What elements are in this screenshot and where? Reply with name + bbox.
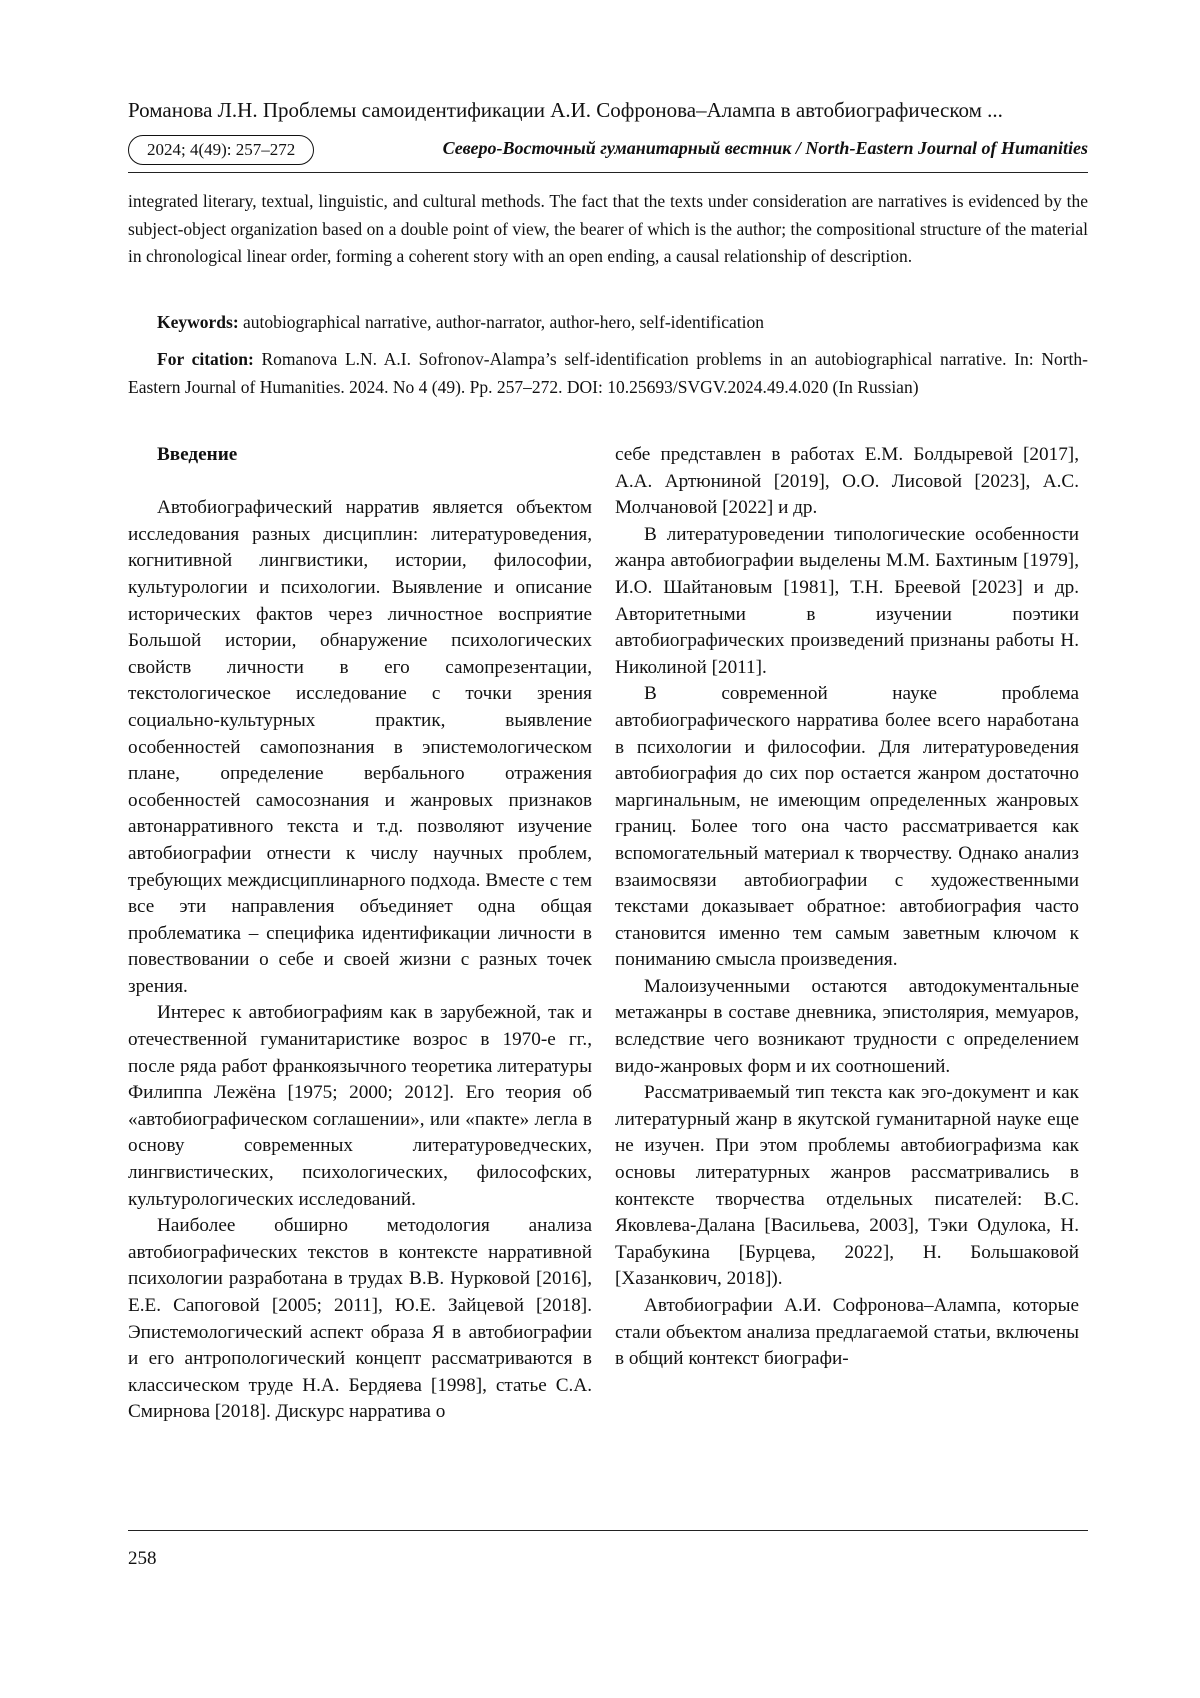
header-divider [128,172,1088,173]
paragraph: Рассматриваемый тип текста как эго-документ и как литературный жанр в якутской гуманитарной науке еще не изучен. При этом проблемы автобиографизма как основы литературных жанров рассматривались в контексте творчества отдельных писателей: В.С. Яковлева-Далана [Васильева, 2003], Тэки Одулока, Н. Тарабукина [Бурцева, 2022], Н. Большаковой [Хазанкович, 2018]). [615,1082,1079,1290]
keywords [128,308,1088,336]
paragraph: В литературоведении типологические особенности жанра автобиографии выделены М.М. Бахтиным [1979], И.О. Шайтановым [1981], Т.Н. Бреевой [2023] и др. Авторитетными в изучении поэтики автобиографических произведений признаны работы Н. Николиной [2011]. [615,523,1079,678]
paragraph: Автобиографический нарратив является объектом исследования разных дисциплин: литературоведения, когнитивной лингвистики, истории, философии, культурологии и психологии. Выявление и описание исторических фактов через личностное восприятие Большой истории, обнаружение психологических свойств личности в его самопрезентации, текстологическое исследование с точки зрения социально-культурных практик, выявление особенностей самопознания в эпистемологическом плане, определение вербального отражения особенностей самосознания и жанровых признаков автонарративного текста и т.д. позволяют изучение автобиографии отнести к числу научных проблем, требующих междисциплинарного подхода. Вместе с тем все эти направления объединяет одна общая проблематика – специфика идентификации личности в повествовании о себе и своей жизни с разных точек зрения. [128,497,592,997]
keywords-text: autobiographical narrative, author-narrator, author-hero, self-identification [238,312,764,332]
right-column [615,442,1079,1373]
footer-divider [128,1530,1088,1531]
paragraph-continued: себе представлен в работах Е.М. Болдыревой [2017], А.А. Артюниной [2019], О.О. Лисовой [2023], А.С. Молчановой [2022] и др. [615,444,1079,519]
paragraph: Наиболее обширно методология анализа автобиографических текстов в контексте нарративной психологии разработана в трудах В.В. Нурковой [2016], Е.Е. Сапоговой [2005; 2011], Ю.Е. Зайцевой [2018]. Эпистемологический аспект образа Я в автобиографии и его антропологический концепт рассматриваются в классическом труде Н.А. Бердяева [1998], статье С.А. Смирнова [2018]. Дискурс нарратива о [128,1215,592,1423]
citation [128,346,1088,401]
issue-badge: 2024; 4(49): 257–272 [128,135,314,165]
citation-label: For citation: [157,349,254,369]
left-column [128,442,592,1426]
paragraph: В современной науке проблема автобиографического нарратива более всего наработана в психологии и философии. Для литературоведения автобиография до сих пор остается жанром достаточно маргинальным, не имеющим определенных жанровых границ. Более того она часто рассматривается как вспомогательный материал к творчеству. Однако анализ взаимосвязи автобиографии с художественными текстами доказывает обратное: автобиография часто становится именно тем самым заветным ключом к пониманию смысла произведения. [615,683,1079,971]
running-title: Романова Л.Н. Проблемы самоидентификации А.И. Софронова–Алампа в автобиографическом ... [128,98,1003,122]
keywords-label: Keywords: [157,312,239,332]
citation-text: Romanova L.N. A.I. Sofronov-Alampa’s self-identification problems in an autobiographical narrative. In: North-Eastern Journal of Humanities. 2024. No 4 (49). Pp. 257–272. DOI: 10.25693/SVGV.2024.49.4.020 (In Russian) [128,349,1088,397]
paragraph: Интерес к автобиографиям как в зарубежной, так и отечественной гуманитаристике возрос в 1970-е гг., после ряда работ франкоязычного теоретика литературы Филиппа Лежёна [1975; 2000; 2012]. Его теория об «автобиографическом соглашении», или «пакте» легла в основу современных литературоведческих, лингвистических, психологических, философских, культурологических исследований. [128,1002,592,1210]
paragraph: Автобиографии А.И. Софронова–Алампа, которые стали объектом анализа предлагаемой статьи, включены в общий контекст биографи- [615,1295,1079,1370]
journal-header [128,135,1088,169]
section-heading: Введение [157,444,238,465]
abstract-text: integrated literary, textual, linguistic, and cultural methods. The fact that the texts under consideration are narratives is evidenced by the subject-object organization based on a double point of view, the bearer of which is the author; the compositional structure of the material in chronological linear order, forming a coherent story with an open ending, a causal relationship of description. [128,191,1088,266]
paragraph: Малоизученными остаются автодокументальные метажанры в составе дневника, эпистолярия, мемуаров, вследствие чего возникают трудности с определением видо-жанровых форм и их соотношений. [615,975,1079,1077]
journal-name: Северо-Восточный гуманитарный вестник / North-Eastern Journal of Humanities [442,138,1088,158]
page-number: 258 [128,1548,157,1569]
